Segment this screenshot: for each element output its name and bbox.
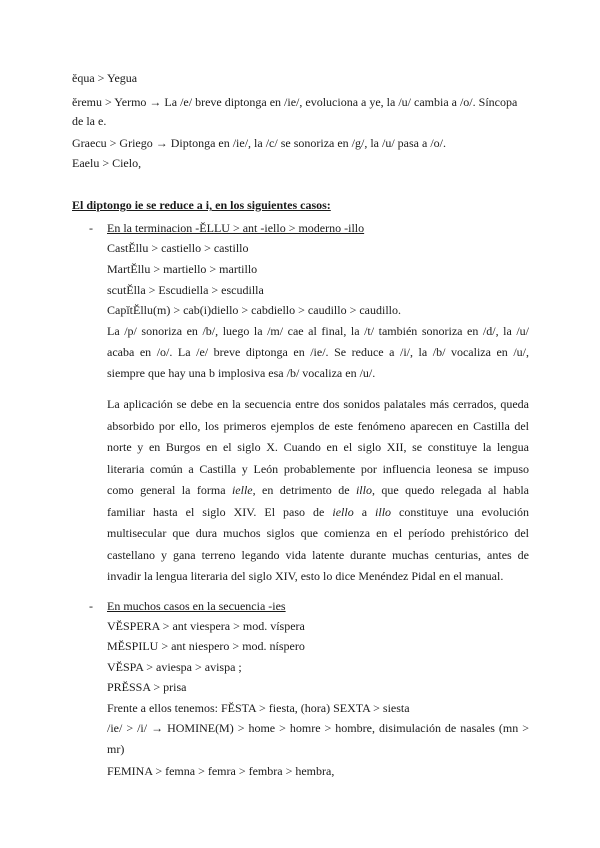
text-run: , que quedo relegada al habla	[371, 483, 530, 497]
case1-example: CapĭtĔllu(m) > cab(i)diello > cabdiello > caudillo > caudillo.	[107, 303, 401, 317]
case2-line: /ie/ > /i/ → HOMINE(M) > home > homre > hombre, disimulación de nasales (mn >	[107, 721, 529, 735]
text-run: familiar hasta el siglo XIV. El paso de	[107, 505, 333, 519]
case1-paragraph-line: siempre que hay una b implosiva esa /b/ vocaliza en /u/.	[107, 366, 376, 380]
italic-term: ielle	[231, 483, 253, 497]
case2-line: PRĔSSA > prisa	[107, 680, 187, 694]
case1-example: scutĔlla > Escudiella > escudilla	[107, 283, 264, 297]
case2-line: VĔSPA > aviespa > avispa ;	[107, 660, 242, 674]
intro-line-cielo: Eaelu > Cielo,	[72, 156, 142, 170]
case1-paragraph-line: acaba en /o/. La /e/ breve diptonga en /ie/. Se reduce a /i/, la /b/ vocaliza en /u/,	[107, 345, 529, 359]
text-run: a	[353, 505, 376, 519]
case1-explanation-line: La aplicación se debe en la secuencia entre dos sonidos palatales más cerrados, queda	[107, 397, 529, 411]
case1-explanation-line: invadir la lengua literaria del siglo XIV, esto lo dice Menéndez Pidal en el manual.	[107, 569, 504, 583]
case1-explanation-line: multisecular que dura muchos siglos que comienza en el período prehistórico del	[107, 526, 529, 540]
case2-line: Frente a ellos tenemos: FĔSTA > fiesta, (hora) SEXTA > siesta	[107, 701, 410, 715]
case1-example: MartĔllu > martiello > martillo	[107, 262, 258, 276]
case2-line: VĔSPERA > ant viespera > mod. víspera	[107, 619, 305, 633]
case2-line: FEMINA > femna > femra > fembra > hembra,	[107, 764, 335, 778]
intro-line-yermo: ĕremu > Yermo → La /e/ breve diptonga en /ie/, evoluciona a ye, la /u/ cambia a /o/. Síncopa	[72, 95, 518, 109]
case1-paragraph-line: La /p/ sonoriza en /b/, luego la /m/ cae al final, la /t/ también sonoriza en /d/, la /u/	[107, 324, 529, 338]
text-run: constituye una evolución	[391, 505, 530, 519]
case1-explanation-line: castellano y gana terreno legando vida latente durante muchas centurias, antes de	[107, 548, 529, 562]
case1-explanation-line	[107, 504, 529, 520]
text-run: como general la forma	[107, 483, 232, 497]
case2-line: mr)	[107, 742, 125, 756]
case1-example: CastĔllu > castiello > castillo	[107, 241, 249, 255]
case1-explanation-line: absorbido por ello, los primeros ejemplos de este fenómeno aparecen en Castilla del	[107, 419, 529, 433]
italic-term: iello	[332, 505, 354, 519]
intro-line-sincopa: de la e.	[72, 114, 107, 128]
case1-explanation-line: norte y en Burgos en el siglo X. Cuando en el siglo XII, se constituye la lengua	[107, 440, 529, 454]
italic-term: illo	[355, 483, 372, 497]
bullet-marker: -	[89, 599, 93, 613]
intro-line-yegua: ĕqua > Yegua	[72, 71, 138, 85]
italic-term: illo	[375, 505, 392, 519]
case1-title: En la terminacion -ĔLLU > ant -iello > moderno -illo	[107, 221, 365, 235]
case1-explanation-line	[107, 482, 529, 498]
text-run: , en detrimento de	[252, 483, 356, 497]
section-heading: El diptongo ie se reduce a i, en los siguientes casos:	[72, 198, 331, 212]
case2-title: En muchos casos en la secuencia -ies	[107, 599, 286, 613]
bullet-marker: -	[89, 221, 93, 235]
case1-explanation-line: literaria común a Castilla y León probablemente por influencia leonesa se impuso	[107, 462, 529, 476]
case2-line: MĔSPILU > ant niespero > mod. níspero	[107, 639, 305, 653]
intro-line-griego: Graecu > Griego → Diptonga en /ie/, la /c/ se sonoriza en /g/, la /u/ pasa a /o/.	[72, 136, 446, 150]
